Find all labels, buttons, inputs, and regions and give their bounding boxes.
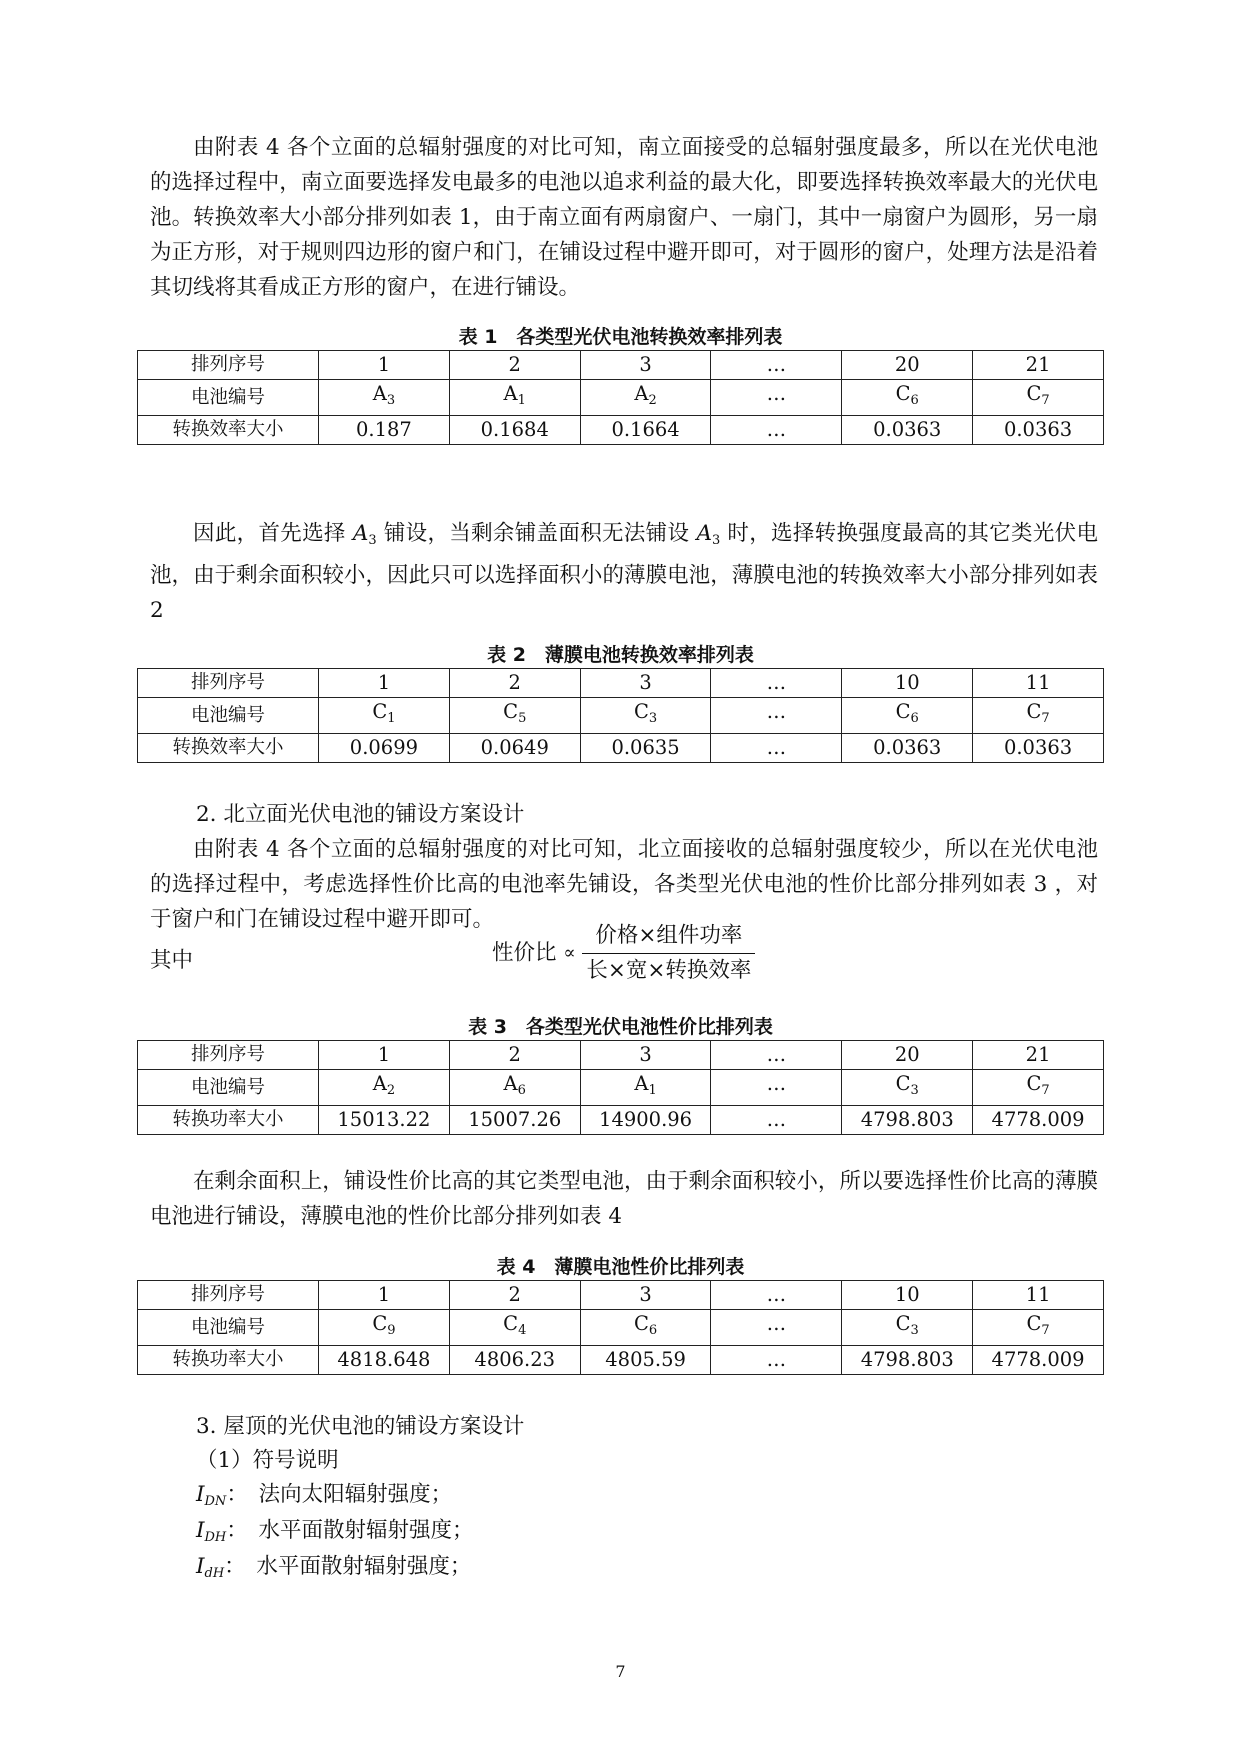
table-cell: 3 [580, 1281, 711, 1310]
table-cell: $A_6$ [449, 1070, 580, 1106]
table-cell: 4806.23 [449, 1346, 580, 1375]
table-cell: $C_6$ [842, 380, 973, 416]
table-cell: … [711, 669, 842, 698]
table-cell: 1 [319, 669, 450, 698]
table3-caption: 表 3 各类型光伏电池性价比排列表 [468, 1016, 773, 1038]
intro-paragraph: 由附表 4 各个立面的总辐射强度的对比可知，南立面接受的总辐射强度最多，所以在光伏电池的选择过程中，南立面要选择发电最多的电池以追求利益的最大化，即要选择转换效率最大的光伏电池。转换效率大小部分排列如表 1，由于南立面有两扇窗户、一扇门，其中一扇窗户为圆形，另一扇为正方形，对于规则四边形的窗户和门，在铺设过程中避开即可，对于圆形的窗户，处理方法是沿着其切线将其看成正方形的窗户，在进行铺设。 [150, 135, 1098, 300]
table-cell: $A_3$ [319, 380, 450, 416]
table-cell: 电池编号 [138, 1070, 319, 1106]
table-cell: 转换效率大小 [138, 734, 319, 763]
table-row [138, 1310, 1104, 1346]
table-cell: $C_7$ [973, 1310, 1104, 1346]
paragraph-3: 在剩余面积上，铺设性价比高的其它类型电池，由于剩余面积较小，所以要选择性价比高的薄膜电池进行铺设，薄膜电池的性价比部分排列如表 4 [150, 1169, 1098, 1229]
table4 [137, 1280, 1104, 1375]
table-cell: 2 [449, 669, 580, 698]
table-cell: $C_1$ [319, 698, 450, 734]
table-cell: 电池编号 [138, 1310, 319, 1346]
table-cell: … [711, 351, 842, 380]
formula-lhs: 性价比 [492, 940, 557, 966]
table-cell: $C_5$ [449, 698, 580, 734]
table-cell: 4818.648 [319, 1346, 450, 1375]
table-cell: … [711, 380, 842, 416]
table-cell: 3 [580, 669, 711, 698]
table-cell: $A_2$ [319, 1070, 450, 1106]
table-cell: 10 [842, 1281, 973, 1310]
section2-paragraph: 由附表 4 各个立面的总辐射强度的对比可知，北立面接收的总辐射强度较少，所以在光伏电池的选择过程中，考虑选择性价比高的电池率先铺设，各类型光伏电池的性价比部分排列如表 3 ，对于窗户和门在铺设过程中避开即可。 [150, 837, 1098, 932]
table-cell: 0.0363 [973, 734, 1104, 763]
table-cell: … [711, 1106, 842, 1135]
table-cell: $C_6$ [580, 1310, 711, 1346]
table-cell: $A_2$ [580, 380, 711, 416]
table-cell: $C_7$ [973, 380, 1104, 416]
table-cell: 21 [973, 351, 1104, 380]
table-cell: 11 [973, 1281, 1104, 1310]
table-cell: 4798.803 [842, 1346, 973, 1375]
table-cell: 电池编号 [138, 380, 319, 416]
table-cell: … [711, 1070, 842, 1106]
table-cell: 15007.26 [449, 1106, 580, 1135]
symbol-row: $I_{dH}$： 水平面散射辐射强度； [196, 1554, 472, 1581]
table-cell: 0.0635 [580, 734, 711, 763]
table-cell: … [711, 698, 842, 734]
table-cell: 3 [580, 1041, 711, 1070]
table-row [138, 1041, 1104, 1070]
table-cell: 15013.22 [319, 1106, 450, 1135]
table-cell: $C_7$ [973, 698, 1104, 734]
formula-denominator: 长×宽×转换效率 [586, 958, 752, 983]
table-row [138, 380, 1104, 416]
table-cell: 11 [973, 669, 1104, 698]
table-cell: 转换功率大小 [138, 1106, 319, 1135]
table-cell: 14900.96 [580, 1106, 711, 1135]
table-cell: 0.1664 [580, 416, 711, 445]
table-cell: 转换功率大小 [138, 1346, 319, 1375]
table-cell: 排列序号 [138, 669, 319, 698]
table-cell: 4778.009 [973, 1106, 1104, 1135]
table-cell: $C_3$ [842, 1070, 973, 1106]
table3 [137, 1040, 1104, 1135]
table-cell: 0.0363 [842, 416, 973, 445]
table-cell: 排列序号 [138, 1281, 319, 1310]
table-cell: 10 [842, 669, 973, 698]
section3-heading: 3. 屋顶的光伏电池的铺设方案设计 [196, 1414, 525, 1439]
page-number: 7 [615, 1662, 626, 1681]
table-row [138, 1106, 1104, 1135]
proportional-symbol: ∝ [563, 942, 576, 964]
table-cell: … [711, 1310, 842, 1346]
table-cell: … [711, 734, 842, 763]
table-cell: 3 [580, 351, 711, 380]
table-cell: 0.1684 [449, 416, 580, 445]
formula-fraction [582, 921, 755, 986]
section2-heading: 2. 北立面光伏电池的铺设方案设计 [196, 802, 525, 827]
table-cell: 2 [449, 351, 580, 380]
table4-caption: 表 4 薄膜电池性价比排列表 [496, 1256, 745, 1278]
table-cell: 电池编号 [138, 698, 319, 734]
table-row [138, 669, 1104, 698]
table1 [137, 350, 1104, 445]
formula-numerator: 价格×组件功率 [582, 921, 755, 954]
table-cell: 2 [449, 1041, 580, 1070]
table-cell: 4778.009 [973, 1346, 1104, 1375]
table-cell: 20 [842, 1041, 973, 1070]
table-row [138, 1070, 1104, 1106]
table-cell: 转换效率大小 [138, 416, 319, 445]
table-cell: $A_1$ [449, 380, 580, 416]
symbol-row: $I_{DN}$： 法向太阳辐射强度； [196, 1482, 453, 1509]
table-cell: 4798.803 [842, 1106, 973, 1135]
table2 [137, 668, 1104, 763]
formula-prefix: 其中 [150, 948, 194, 973]
table-cell: $A_1$ [580, 1070, 711, 1106]
table-cell: 1 [319, 351, 450, 380]
table-cell: 0.0363 [842, 734, 973, 763]
table-cell: 排列序号 [138, 351, 319, 380]
section3-subheading: （1）符号说明 [196, 1448, 339, 1473]
table-cell: 4805.59 [580, 1346, 711, 1375]
table-cell: 0.187 [319, 416, 450, 445]
table-cell: $C_3$ [842, 1310, 973, 1346]
table-row [138, 416, 1104, 445]
table1-caption: 表 1 各类型光伏电池转换效率排列表 [458, 326, 783, 348]
table-cell: 0.0699 [319, 734, 450, 763]
table-row [138, 698, 1104, 734]
table-cell: 0.0649 [449, 734, 580, 763]
table-row [138, 734, 1104, 763]
table-cell: 1 [319, 1041, 450, 1070]
table-cell: … [711, 1346, 842, 1375]
formula [492, 921, 755, 986]
table-cell: 0.0363 [973, 416, 1104, 445]
table-cell: 21 [973, 1041, 1104, 1070]
table-cell: $C_9$ [319, 1310, 450, 1346]
table-cell: $C_4$ [449, 1310, 580, 1346]
table-cell: … [711, 416, 842, 445]
table-cell: 2 [449, 1281, 580, 1310]
table-cell: $C_7$ [973, 1070, 1104, 1106]
table-cell: … [711, 1281, 842, 1310]
table-cell: 排列序号 [138, 1041, 319, 1070]
symbol-row: $I_{DH}$： 水平面散射辐射强度； [196, 1518, 474, 1545]
paragraph-2: 因此，首先选择 $A_3$ 铺设，当剩余铺盖面积无法铺设 $A_3$ 时，选择转换强度最高的其它类光伏电池，由于剩余面积较小，因此只可以选择面积小的薄膜电池，薄膜电池的转换效率大小部分排列如表 2 [150, 521, 1098, 623]
table-cell: … [711, 1041, 842, 1070]
table-row [138, 351, 1104, 380]
table2-caption: 表 2 薄膜电池转换效率排列表 [487, 644, 754, 666]
table-cell: $C_3$ [580, 698, 711, 734]
table-row [138, 1281, 1104, 1310]
table-cell: $C_6$ [842, 698, 973, 734]
table-cell: 20 [842, 351, 973, 380]
table-row [138, 1346, 1104, 1375]
table-cell: 1 [319, 1281, 450, 1310]
